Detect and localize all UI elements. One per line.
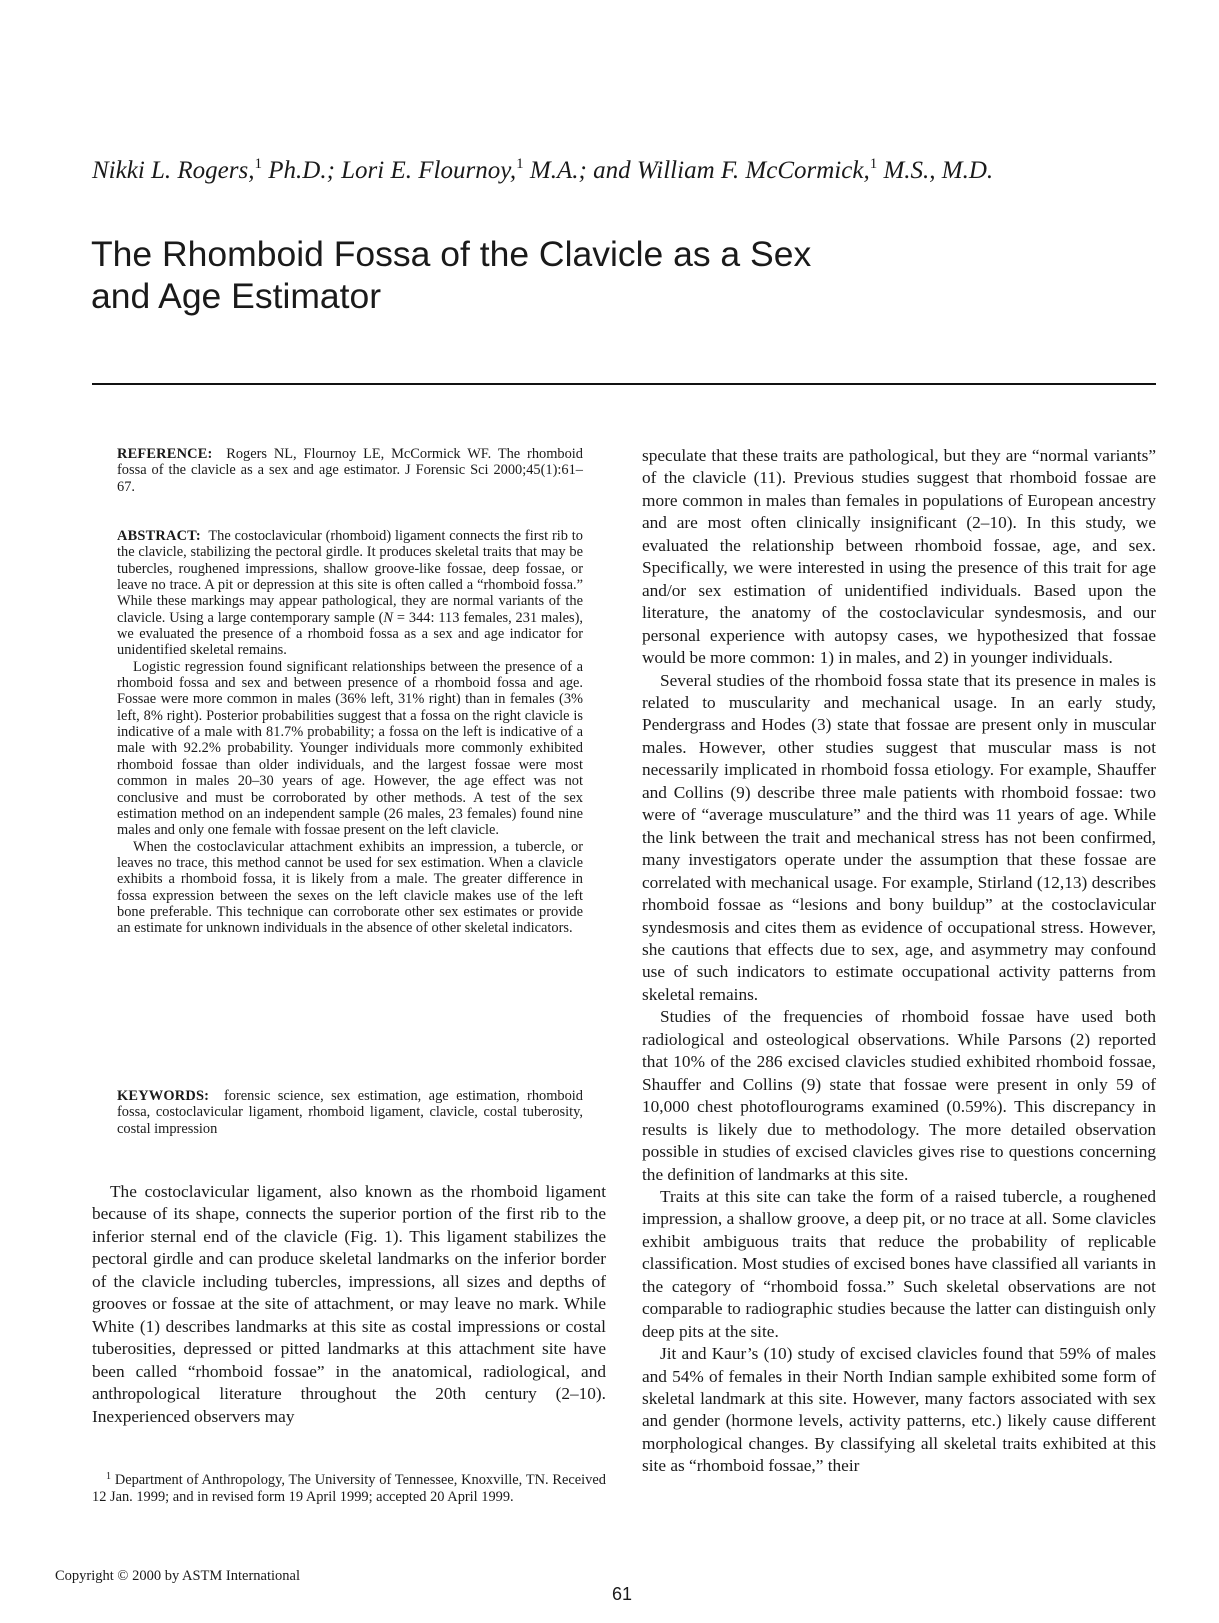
footnote-marker: 1 xyxy=(106,1471,111,1482)
copyright-notice: Copyright © 2000 by ASTM International xyxy=(55,1568,301,1584)
body-paragraph: Several studies of the rhomboid fossa state that its presence in males is related to muscularity and mechanical usage. In an early study, Pendergrass and Hodes (3) state that fossae are present only in muscular males. However, other studies suggest that muscular mass is not necessarily implicated in rhomboid fossa etiology. For example, Shauffer and Collins (9) describe three male patients with rhomboid fossae: two were of “average musculature” and the third was 11 years of age. While the link between the trait and mechanical stress has not been confirmed, many investigators operate under the assumption that these fossae are correlated with mechanical usage. For example, Stirland (12,13) describes rhomboid fossae as “lesions and bony buildup” at the costoclavicular syndesmosis and cites them as evidence of occupational stress. However, she cautions that effects due to sex, age, and asymmetry may confound use of such indicators to estimate occupational activity patterns from skeletal remains. xyxy=(642,670,1156,1004)
reference-label: REFERENCE: xyxy=(117,446,213,462)
author-degree: Ph.D.; xyxy=(262,157,342,184)
reference-text: Rogers NL, Flournoy LE, McCormick WF. The rhomboid fossa of the clavicle as a sex and age estimator. J Forensic Sci 2000;45(1):61–67. xyxy=(117,446,583,495)
footnote xyxy=(92,1472,606,1505)
affiliation-marker: 1 xyxy=(516,156,524,172)
body-column-right xyxy=(642,445,1156,1478)
title-line-2: and Age Estimator xyxy=(91,276,382,316)
body-paragraph: Traits at this site can take the form of a raised tubercle, a roughened impression, a shallow groove, a deep pit, or no trace at all. Some clavicles exhibit ambiguous traits that reduce the probability of replicable classification. Most studies of excised bones have classified all variants in the category of “rhomboid fossa.” Such skeletal observations are not comparable to radiographic studies because the latter can distinguish only deep pits at the site. xyxy=(642,1186,1156,1341)
keywords-block xyxy=(117,1088,583,1137)
page-number: 61 xyxy=(612,1584,633,1604)
abstract-label: ABSTRACT: xyxy=(117,528,201,544)
body-paragraph: The costoclavicular ligament, also known as the rhomboid ligament because of its shape, connects the superior portion of the first rib to the inferior sternal end of the clavicle (Fig. 1). This ligament stabilizes the pectoral girdle and can produce skeletal landmarks on the inferior border of the clavicle including tubercles, impressions, all sizes and depths of grooves or fossae at the site of attachment, or may leave no mark. While White (1) describes landmarks at this site as costal impressions or costal tuberosities, depressed or pitted landmarks at this attachment site have been called “rhomboid fossae” in the anatomical, radiological, and anthropological literature throughout the 20th century (2–10). Inexperienced observers may xyxy=(92,1182,606,1426)
body-column-left xyxy=(92,1181,606,1428)
author-name: Nikki L. Rogers, xyxy=(92,157,255,184)
abstract-block xyxy=(117,528,583,937)
footnote-affiliation: Department of Anthropology, The University of Tennessee, Knoxville, TN. xyxy=(114,1472,549,1488)
abstract-paragraph: Logistic regression found significant relationships between the presence of a rhomboid fossa and sex and between presence of a rhomboid fossa and age. Fossae were more common in males (36% left, 31% right) than in females (3% left, 8% right). Posterior probabilities suggest that a fossa on the right clavicle is indicative of a male with 81.7% probability; a fossa on the left is indicative of a male with 92.2% probability. Younger individuals more commonly exhibited rhomboid fossae than older individuals, and the largest fossae were most common in males 20–30 years of age. However, the age effect was not conclusive and must be corroborated by other methods. A test of the sex estimation method on an independent sample (26 males, 23 females) found nine males and only one female with fossae present on the left clavicle. xyxy=(117,658,583,839)
author-degree: M.A.; and xyxy=(523,157,637,184)
affiliation-marker: 1 xyxy=(869,156,878,172)
author-degree: M.S., M.D. xyxy=(877,157,994,184)
article-title xyxy=(91,233,991,317)
body-paragraph: Jit and Kaur’s (10) study of excised clavicles found that 59% of males and 54% of females in their North Indian sample exhibited some form of skeletal landmark at this site. However, many factors associated with sex and gender (hormone levels, activity patterns, etc.) likely cause different morphological changes. By classifying all skeletal traits exhibited at this site as “rhomboid fossae,” their xyxy=(642,1344,1156,1476)
abstract-paragraph: When the costoclavicular attachment exhibits an impression, a tubercle, or leaves no trace, this method cannot be used for sex estimation. When a clavicle exhibits a rhomboid fossa, it is likely from a male. The greater difference in fossa expression between the sexes on the left clavicle makes use of the left bone preferable. This technique can corroborate other sex estimates or provide an estimate for unknown individuals in the absence of other skeletal indicators. xyxy=(117,838,583,937)
abstract-text: = 344: 113 females, 231 males), we evaluated the presence of a rhomboid fossa as a sex and age indicator for unidentified skeletal remains. xyxy=(117,609,583,659)
affiliation-marker: 1 xyxy=(254,156,262,172)
body-paragraph: speculate that these traits are pathological, but they are “normal variants” of the clavicle (11). Previous studies suggest that rhomboid fossae are more common in males than females in populations of European ancestry and are most often clinically insignificant (2–10). In this study, we evaluated the relationship between rhomboid fossae, age, and sex. Specifically, we were interested in using the presence of this trait for age and/or sex estimation of unidentified individuals. Based upon the literature, the anatomy of the costoclavicular syndesmosis, and our personal experience with autopsy cases, we hypothesized that fossae would be more common: 1) in males, and 2) in younger individuals. xyxy=(642,446,1156,668)
author-name: Lori E. Flournoy, xyxy=(341,157,517,184)
author-line xyxy=(92,155,1172,187)
footnote-received: Received 12 Jan. 1999; and in revised form 19 April 1999; accepted 20 April 1999. xyxy=(92,1472,606,1505)
body-paragraph: Studies of the frequencies of rhomboid fossae have used both radiological and osteological observations. While Parsons (2) reported that 10% of the 286 excised clavicles studied exhibited rhomboid fossae, Shauffer and Collins (9) state that fossae were present in only 59 of 10,000 chest photoflourograms examined (0.59%). This discrepancy in results is likely due to methodology. The more detailed observation possible in studies of excised clavicles gives rise to questions concerning the definition of landmarks at this site. xyxy=(642,1007,1156,1184)
sample-size-symbol: N xyxy=(383,609,394,626)
reference-block xyxy=(117,446,583,495)
author-name: William F. McCormick, xyxy=(636,157,870,184)
keywords-text: forensic science, sex estimation, age estimation, rhomboid fossa, costoclavicular ligament, rhomboid ligament, clavicle, costal tuberosity, costal impression xyxy=(117,1088,583,1137)
title-line-1: The Rhomboid Fossa of the Clavicle as a Sex xyxy=(91,234,812,274)
title-divider xyxy=(92,383,1156,385)
abstract-text: The costoclavicular (rhomboid) ligament connects the first rib to the clavicle, stabilizing the pectoral girdle. It produces skeletal traits that may be tubercles, roughened impressions, shallow groove-like fossae, deep fossae, or leave no trace. A pit or depression at this site is often called a “rhomboid fossa.” While these markings may appear pathological, they are normal variants of the clavicle. Using a large contemporary sample ( xyxy=(117,528,583,626)
keywords-label: KEYWORDS: xyxy=(117,1088,210,1104)
